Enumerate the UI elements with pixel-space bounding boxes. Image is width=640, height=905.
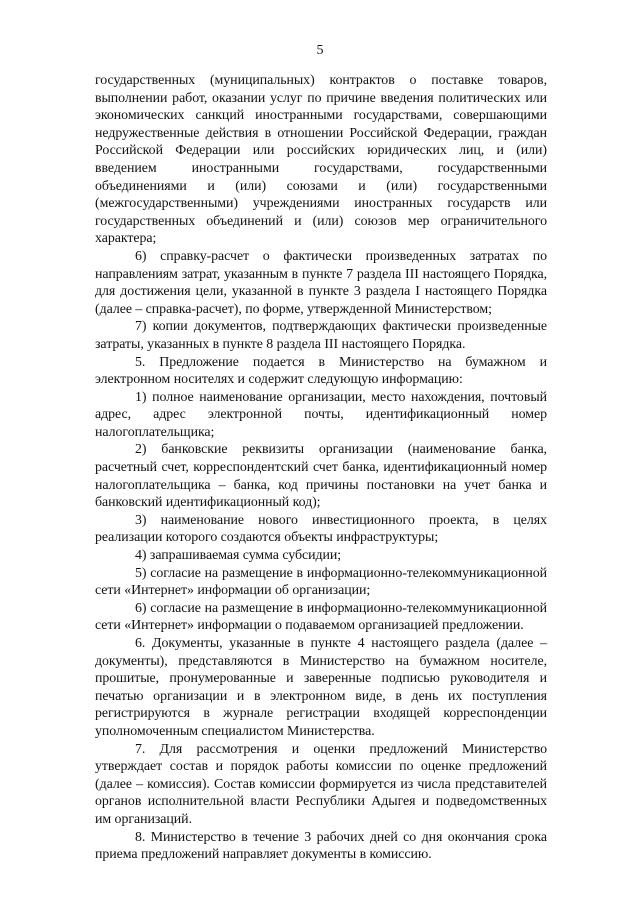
page-number: 5 — [316, 43, 324, 58]
paragraph-clause-7: 7. Для рассмотрения и оценки предложений Министерство утверждает состав и порядок работы комиссии по оценке предложений (далее – комиссия). Состав комиссии формируется из числа представителей органов исполнительной власти Республики Адыгея и подведомственных им организаций. — [95, 741, 547, 827]
paragraph-continuation: государственных (муниципальных) контрактов о поставке товаров, выполнении работ, оказании услуг по причине введения политических или экономических санкций иностранными государствами, совершающими недружественные действия в отношении Российской Федерации, граждан Российской Федерации или российских юридических лиц, и (или) введением иностранными государствами, государственными объединениями и (или) союзами и (или) государственными (межгосударственными) учреждениями иностранных государств или государственных объединений и (или) союзов мер ограничительного характера; — [95, 73, 547, 247]
paragraph-subitem-1: 1) полное наименование организации, место нахождения, почтовый адрес, адрес электронной почты, идентификационный номер налогоплательщика; — [95, 389, 547, 440]
paragraph-item-6-calc: 6) справку-расчет о фактически произведенных затратах по направлениям затрат, указанным в пункте 7 раздела III настоящего Порядка, для достижения цели, указанной в пункте 3 раздела I настоящего Порядка (далее – справка-расчет), по форме, утвержденной Министерством; — [95, 248, 547, 317]
paragraph-clause-8: 8. Министерство в течение 3 рабочих дней со дня окончания срока приема предложений направляет документы в комиссию. — [95, 829, 547, 863]
paragraph-clause-5: 5. Предложение подается в Министерство на бумажном и электронном носителях и содержит следующую информацию: — [95, 354, 547, 388]
paragraph-subitem-5: 5) согласие на размещение в информационно-телекоммуникационной сети «Интернет» информации об организации; — [95, 565, 547, 599]
paragraph-subitem-6: 6) согласие на размещение в информационно-телекоммуникационной сети «Интернет» информации о подаваемом организацией предложении. — [95, 600, 547, 634]
paragraph-item-7-copies: 7) копии документов, подтверждающих фактически произведенные затраты, указанных в пункте 8 раздела III настоящего Порядка. — [95, 319, 547, 352]
paragraph-clause-6: 6. Документы, указанные в пункте 4 настоящего раздела (далее – документы), представляются в Министерство на бумажном носителе, прошитые, пронумерованные и заверенные подписью руководителя и печатью организации и в электронном виде, в день их поступления регистрируются в журнале регистрации входящей корреспонденции уполномоченным специалистом Министерства. — [95, 636, 547, 739]
paragraph-subitem-3: 3) наименование нового инвестиционного проекта, в целях реализации которого создаются объекты инфраструктуры; — [95, 512, 547, 546]
document-body — [95, 72, 547, 864]
paragraph-subitem-4: 4) запрашиваемая сумма субсидии; — [135, 548, 342, 564]
paragraph-subitem-2: 2) банковские реквизиты организации (наименование банка, расчетный счет, корреспондентский счет банка, идентификационный номер налогоплательщика – банка, код причины постановки на учет банка и банковский идентификационный код); — [95, 442, 547, 511]
